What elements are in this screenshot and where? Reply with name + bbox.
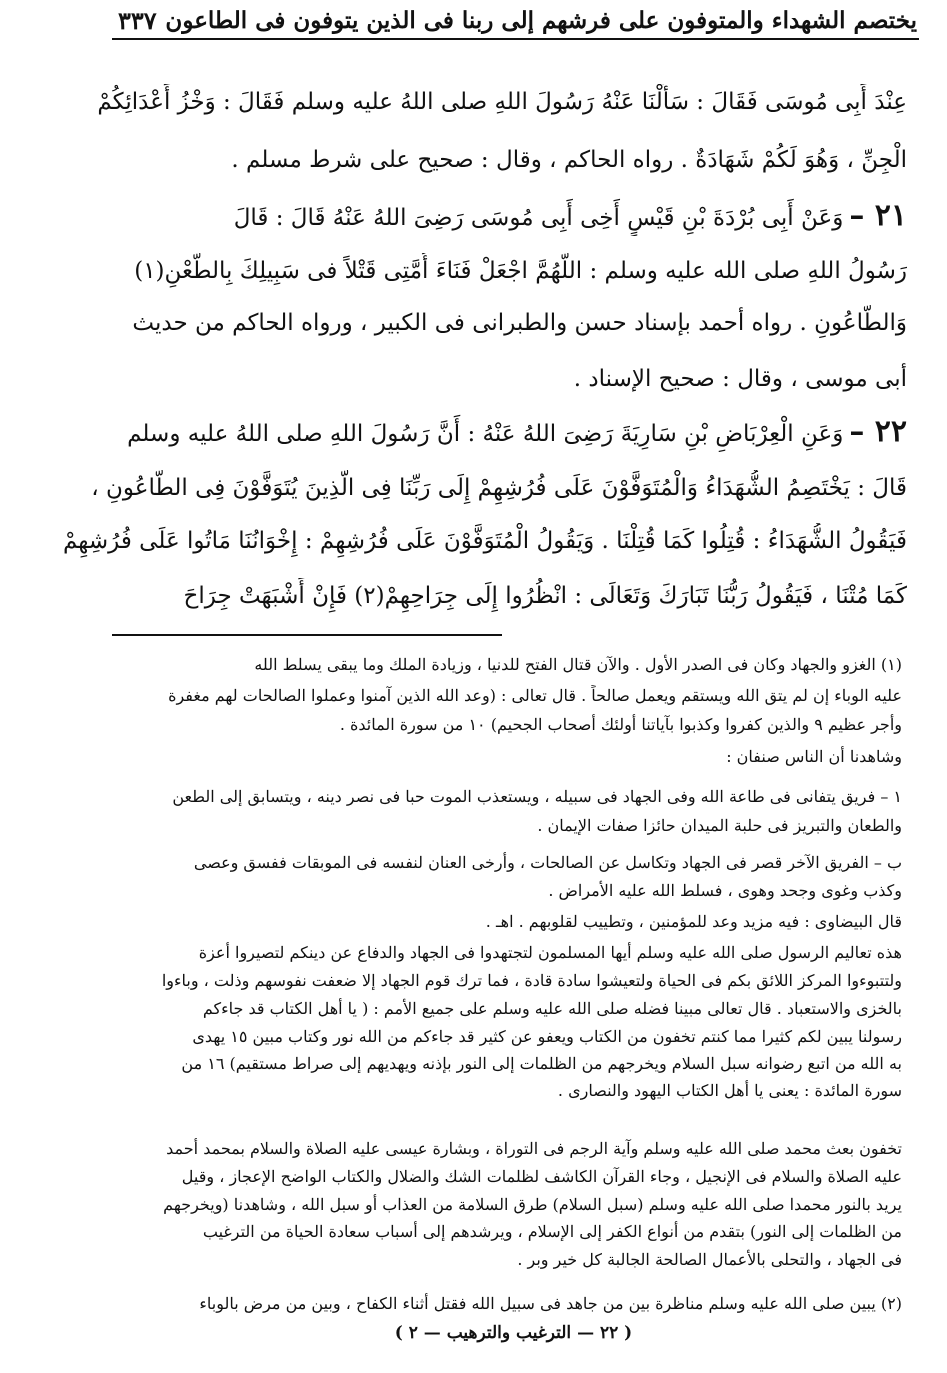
body-line: فَيَقُولُ الشُّهَدَاءُ : قُتِلُوا كَمَا قُتِلْنَا . وَيَقُولُ الْمُتَوَفَّوْنَ عَلَى فُرُشِهِمْ : إِخْوَانُنَا مَاتُوا عَلَى فُرُشِهِمْ (62, 528, 907, 554)
footnote-line: ب – الفريق الآخر قصر فى الجهاد وتكاسل عن الصالحات ، وأرخى العنان لنفسه فى الموبقات ففسق وعصى (193, 853, 902, 872)
body-line: أبى موسى ، وقال : صحيح الإسناد . (573, 366, 907, 392)
footnote-line: بالخزى والاستعباد . قال تعالى مبينا فضله صلى الله عليه وسلم على جميع الأمم : ( يا أهل الكتاب قد جاءكم (202, 999, 902, 1018)
footnote-line: وكذب وغوى وجحد وهوى ، فسلط الله عليه الأمراض . (548, 881, 902, 900)
footnote-line: (٢) يبين صلى الله عليه وسلم مناظرة بين من جاهد فى سبيل الله فقتل أثناء الكفاح ، وبين من مرض بالوباء (199, 1294, 902, 1313)
page-number: ٣٣٧ (118, 5, 157, 35)
footnote-line: عليه الصلاة والسلام فى الإنجيل ، وجاء القرآن الكاشف لظلمات الشك والضلال والكتاب الواضح الإعجاز ، وقيل (181, 1167, 902, 1186)
signature-footer: ( ٢٢ — الترغيب والترهيب — ٢ ) (394, 1323, 633, 1343)
footnote-line: سورة المائدة : يعنى يا أهل الكتاب اليهود والنصارى . (557, 1081, 902, 1100)
hadith-21: ٢١ –وَعَنْ أَبِى بُرْدَةَ بْنِ قَيْسٍ أَخِى أَبِى مُوسَى رَضِىَ اللهُ عَنْهُ قَالَ : قَالَ (233, 198, 907, 233)
footnote-line: من الظلمات إلى النور) بتقدم من أنواع الكفر إلى الإسلام ، ويرشدهم إلى أسباب سعادة الحياة من الترغيب (202, 1222, 902, 1241)
footnote-line: ولتتبوءوا المركز اللائق بكم فى الحياة ولتعيشوا سادة قادة ، فما ترك قوم الجهاد إلا ضعفت نفوسهم وذلت ، وباءوا (161, 971, 902, 990)
footnote-line: وأجر عظيم ٩ والذين كفروا وكذبوا بآياتنا أولئك أصحاب الجحيم) ١٠ من سورة المائدة . (339, 715, 902, 734)
footnote-line: وشاهدنا أن الناس صنفان : (726, 747, 902, 766)
body-line: قَالَ : يَخْتَصِمُ الشُّهَدَاءُ وَالْمُتَوَفَّوْنَ عَلَى فُرُشِهِمْ إِلَى رَبِّنَا فِى الَّذِينَ يُتَوَفَّوْنَ فِى الطَّاعُونِ ، (91, 475, 907, 501)
footnote-line: (١) الغزو والجهاد وكان فى الصدر الأول . والآن قتال الفتح للدنيا ، وزيادة الملك وما يبقى يسلط الله (254, 655, 902, 674)
hadith-number: ٢٢ – (849, 414, 907, 449)
body-line: رَسُولُ اللهِ صلى الله عليه وسلم : اللَّهُمَّ اجْعَلْ فَنَاءَ أُمَّتِى قَتْلاً فى سَبِيلِكَ بِالطَّعْنِ(١) (134, 258, 907, 284)
footnote-line: فى الجهاد ، والتحلى بالأعمال الصالحة الجالبة كل خير وبر . (517, 1250, 902, 1269)
body-line: الْجِنِّ ، وَهُوَ لَكُمْ شَهَادَةٌ . رواه الحاكم ، وقال : صحيح على شرط مسلم . (231, 147, 907, 173)
body-line: كَمَا مُتْنَا ، فَيَقُولُ رَبُّنَا تَبَارَكَ وَتَعَالَى : انْظُرُوا إِلَى جِرَاحِهِمْ(٢) فَإِنْ أَشْبَهَتْ جِرَاحَ (183, 583, 907, 609)
footnote-separator (112, 634, 502, 636)
body-line: وَالطَّاعُونِ . رواه أحمد بإسناد حسن والطبرانى فى الكبير ، ورواه الحاكم من حديث (132, 310, 907, 336)
footnote-line: ١ – فريق يتفانى فى طاعة الله وفى الجهاد فى سبيله ، ويستعذب الموت حبا فى نصر دينه ، ويتسابق إلى الطعن (172, 787, 902, 806)
footnote-line: والطعان والتبريز فى حلبة الميدان حائزا صفات الإيمان . (537, 816, 902, 835)
hadith-number: ٢١ – (849, 198, 907, 233)
header-divider (112, 38, 919, 40)
footnote-line: به الله من اتبع رضوانه سبل السلام ويخرجهم من الظلمات إلى النور بإذنه ويهديهم إلى صراط مستقيم) ١٦ من (181, 1054, 902, 1073)
body-line: عِنْدَ أَبِى مُوسَى فَقَالَ : سَأَلْنَا عَنْهُ رَسُولَ اللهِ صلى اللهُ عليه وسلم فَقَالَ : وَخْزُ أَعْدَائِكُمْ (97, 89, 907, 115)
footnote-line: قال البيضاوى : فيه مزيد وعد للمؤمنين ، وتطييب لقلوبهم . اهـ . (485, 912, 902, 931)
footnote-line: تخفون بعث محمد صلى الله عليه وسلم وآية الرجم فى التوراة ، وبشارة عيسى عليه الصلاة والسلام بمحمد أحمد (166, 1139, 902, 1158)
footnote-line: رسولنا يبين لكم كثيرا مما كنتم تخفون من الكتاب ويعفو عن كثير قد جاءكم من الله نور وكتاب مبين ١٥ يهدى (192, 1027, 902, 1046)
footnote-line: عليه الوباء إن لم يتق الله ويستقم ويعمل صالحاً . قال تعالى : (وعد الله الذين آمنوا وعملوا الصالحات لهم مغفرة (168, 686, 902, 705)
running-header (110, 4, 917, 36)
header-title: يختصم الشهداء والمتوفون على فرشهم إلى ربنا فى الذين يتوفون فى الطاعون (165, 6, 917, 34)
footnote-line: يريد بالنور محمدا صلى الله عليه وسلم (سبل السلام) طرق السلامة من العذاب أو سبل الله ، وشاهدنا (ويخرجهم (163, 1195, 902, 1214)
footnote-line: هذه تعاليم الرسول صلى الله عليه وسلم أيها المسلمون لتجتهدوا فى الجهاد والدفاع عن دينكم لتصيروا أعزة (198, 943, 902, 962)
hadith-22: ٢٢ –وَعَنِ الْعِرْبَاضِ بْنِ سَارِيَةَ رَضِىَ اللهُ عَنْهُ : أَنَّ رَسُولَ اللهِ صلى اللهُ عليه وسلم (127, 414, 907, 449)
